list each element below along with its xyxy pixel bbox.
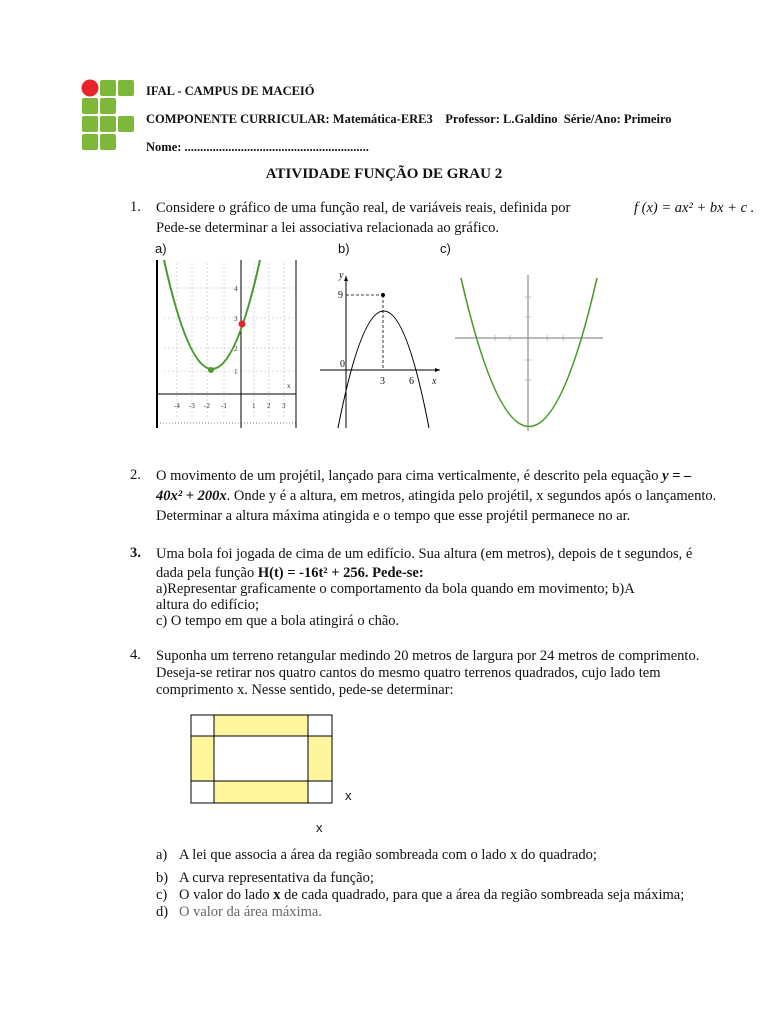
graph-c (455, 275, 605, 433)
terrain-diagram (190, 714, 334, 806)
q3-line3: a)Representar graficamente o comportamento da bola quando em movimento; b)A (156, 581, 635, 597)
graph-b-y-label: y (339, 270, 344, 281)
graph-a-ytick: 4 (234, 285, 238, 293)
graph-a-ytick: 3 (234, 315, 238, 323)
institution-name: IFAL - CAMPUS DE MACEIÓ (146, 84, 315, 98)
q3-line5: c) O tempo em que a bola atingirá o chão. (156, 613, 400, 629)
q4-item-c-text-a: O valor do lado (179, 887, 274, 903)
graph-a-ytick: 1 (234, 368, 238, 376)
graph-b (316, 268, 446, 430)
q2-line2 (156, 487, 716, 507)
q3-function: H(t) = -16t² + 256. Pede-se: (257, 565, 424, 581)
graph-a-axis-label: x (287, 382, 291, 390)
graph-c-label: c) (440, 241, 451, 256)
q4-line3: comprimento x. Nesse sentido, pede-se determinar: (156, 682, 454, 698)
q2-line1-text: O movimento de um projétil, lançado para cima verticalmente, é descrito pela equação (156, 468, 659, 484)
bottom-x-label: x (316, 820, 323, 835)
q4-item-b: A curva representativa da função; (179, 870, 374, 886)
q1-instruction: Pede-se determinar a lei associativa relacionada ao gráfico. (156, 220, 499, 236)
q4-number: 4. (130, 647, 141, 663)
q4-item-c-x: x (273, 887, 281, 903)
graph-a (154, 258, 299, 430)
q1-formula: f (x) = ax² + bx + c . (634, 200, 755, 216)
page-title: ATIVIDADE FUNÇÃO DE GRAU 2 (265, 166, 503, 182)
q3-line4: altura do edifício; (156, 597, 260, 613)
student-name-line: Nome: ........................................................... (146, 140, 369, 154)
graph-b-tick-6: 6 (409, 376, 414, 387)
q4-item-a: A lei que associa a área da região sombreada com o lado x do quadrado; (179, 847, 597, 863)
q2-number: 2. (130, 467, 141, 483)
q3-number: 3. (130, 545, 141, 561)
q4-item-d-label: d) (156, 904, 169, 920)
course-info: COMPONENTE CURRICULAR: Matemática-ERE3 Professor: L.Galdino Série/Ano: Primeiro (146, 112, 672, 126)
q3-line1: Uma bola foi jogada de cima de um edifício. Sua altura (em metros), depois de t segundos, é (156, 546, 693, 562)
graph-b-tick-0: 0 (340, 359, 345, 370)
q2-equation-start: y = – (662, 468, 692, 484)
graph-a-ytick: 2 (234, 345, 238, 353)
graph-b-label: b) (338, 241, 350, 256)
q4-item-b-label: b) (156, 870, 169, 886)
q1-number: 1. (130, 199, 141, 215)
graph-b-tick-3: 3 (380, 376, 385, 387)
q2-line3: Determinar a altura máxima atingida e o tempo que esse projétil permanece no ar. (156, 508, 631, 524)
graph-a-label: a) (155, 241, 167, 256)
ifal-logo (80, 78, 136, 156)
graph-b-x-label: x (432, 376, 437, 387)
q2-equation-end: 40x² + 200x (156, 488, 227, 504)
side-x-label: x (345, 788, 352, 803)
q3-line2-text: dada pela função (156, 565, 255, 581)
q4-item-c-text-c: de cada quadrado, para que a área da região sombreada seja máxima; (280, 887, 685, 903)
q4-line1: Suponha um terreno retangular medindo 20 metros de largura por 24 metros de comprimento. (156, 648, 700, 664)
graph-a-xtick: -2 (204, 402, 210, 410)
graph-a-xtick: -3 (189, 402, 195, 410)
q1-text: Considere o gráfico de uma função real, de variáveis reais, definida por (156, 200, 571, 216)
graph-a-xtick: -4 (174, 402, 180, 410)
graph-a-xtick: 3 (282, 402, 286, 410)
q2-line2-text: . Onde y é a altura, em metros, atingida pelo projétil, x segundos após o lançamento. (226, 488, 717, 504)
graph-a-xtick: -1 (221, 402, 227, 410)
q4-item-c-label: c) (156, 887, 168, 903)
graph-a-xtick: 1 (252, 402, 256, 410)
q4-item-a-label: a) (156, 847, 168, 863)
q4-item-d: O valor da área máxima. (179, 904, 322, 920)
graph-b-tick-9: 9 (338, 290, 343, 301)
q2-line1 (156, 467, 691, 487)
graph-a-xtick: 2 (267, 402, 271, 410)
q4-line2: Deseja-se retirar nos quatro cantos do mesmo quatro terrenos quadrados, cujo lado tem (156, 665, 661, 681)
